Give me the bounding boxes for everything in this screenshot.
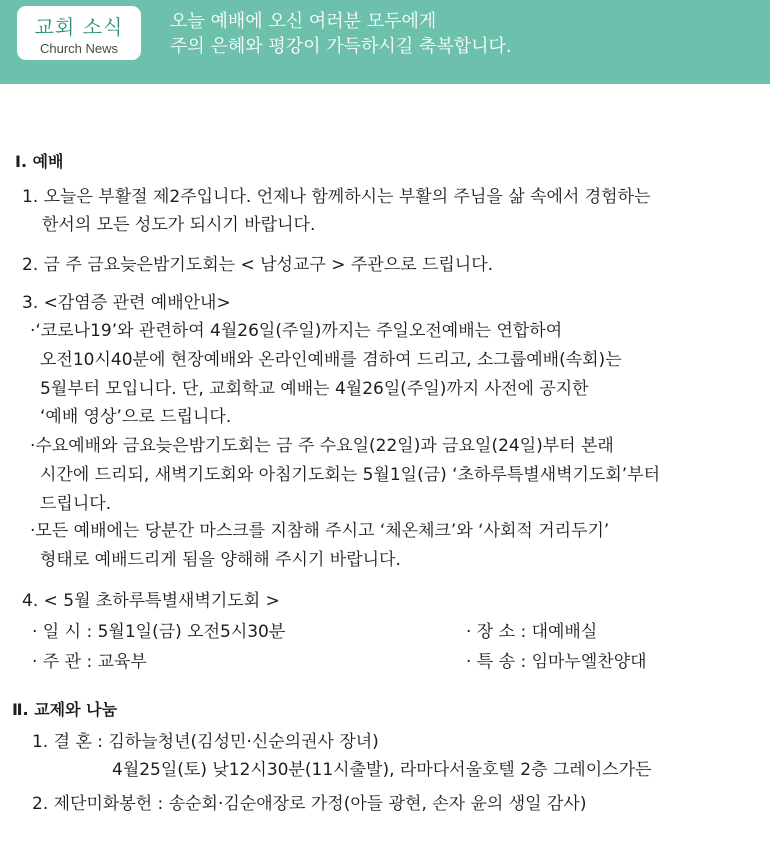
badge-title: 교회 소식 — [34, 15, 124, 39]
greeting-line-1: 오늘 예배에 오신 여러분 모두에게 — [170, 11, 437, 32]
bullet3-line2: 형태로 예배드리게 됨을 양해해 주시기 바랍니다. — [40, 550, 401, 570]
section2-heading: Ⅱ. 교제와 나눔 — [12, 700, 118, 719]
bullet2-line3: 드립니다. — [40, 494, 112, 514]
item4-host: · 주 관 : 교육부 — [32, 652, 147, 672]
item4-special: · 특 송 : 임마누엘찬양대 — [466, 652, 647, 672]
item4-date: · 일 시 : 5월1일(금) 오전5시30분 — [32, 622, 286, 642]
badge-subtitle: Church News — [39, 41, 119, 56]
bullet2-line2: 시간에 드리되, 새벽기도회와 아침기도회는 5월1일(금) ‘초하루특별새벽기도회’부터 — [40, 465, 661, 485]
item2: 2. 금 주 금요늦은밤기도회는 < 남성교구 > 주관으로 드립니다. — [22, 255, 494, 275]
section1-heading: Ⅰ. 예배 — [15, 152, 64, 171]
bullet3-line1: ·모든 예배에는 당분간 마스크를 지참해 주시고 ‘체온체크’와 ‘사회적 거리두기’ — [30, 521, 610, 541]
church-news-badge — [17, 6, 141, 60]
item1-line2: 한서의 모든 성도가 되시기 바랍니다. — [42, 215, 316, 235]
bullet1-line2: 오전10시40분에 현장예배와 온라인예배를 겸하여 드리고, 소그룹예배(속회)는 — [40, 350, 622, 370]
greeting — [170, 9, 512, 59]
item4-title: 4. < 5월 초하루특별새벽기도회 > — [22, 591, 280, 611]
item4-place: · 장 소 : 대예배실 — [466, 622, 598, 642]
bullet1-line1: ·‘코로나19’와 관련하여 4월26일(주일)까지는 주일오전예배는 연합하여 — [30, 321, 563, 341]
wedding-line1: 1. 결 혼 : 김하늘청년(김성민·신순의권사 장녀) — [32, 732, 379, 752]
bullet1-line4: ‘예배 영상’으로 드립니다. — [40, 407, 232, 427]
wedding-line2: 4월25일(토) 낮12시30분(11시출발), 라마다서울호텔 2층 그레이스가든 — [112, 760, 652, 780]
offering: 2. 제단미화봉헌 : 송순회·김순애장로 가정(아들 광현, 손자 윤의 생일 감사) — [32, 794, 587, 814]
bullet1-line3: 5월부터 모입니다. 단, 교회학교 예배는 4월26일(주일)까지 사전에 공지한 — [40, 379, 589, 399]
header-banner — [0, 0, 770, 84]
item1-line1: 1. 오늘은 부활절 제2주입니다. 언제나 함께하시는 부활의 주님을 삶 속에서 경험하는 — [22, 187, 651, 207]
item3-title: 3. <감염증 관련 예배안내> — [22, 293, 231, 313]
bullet2-line1: ·수요예배와 금요늦은밤기도회는 금 주 수요일(22일)과 금요일(24일)부터 본래 — [30, 436, 614, 456]
greeting-line-2: 주의 은혜와 평강이 가득하시길 축복합니다. — [170, 36, 512, 57]
